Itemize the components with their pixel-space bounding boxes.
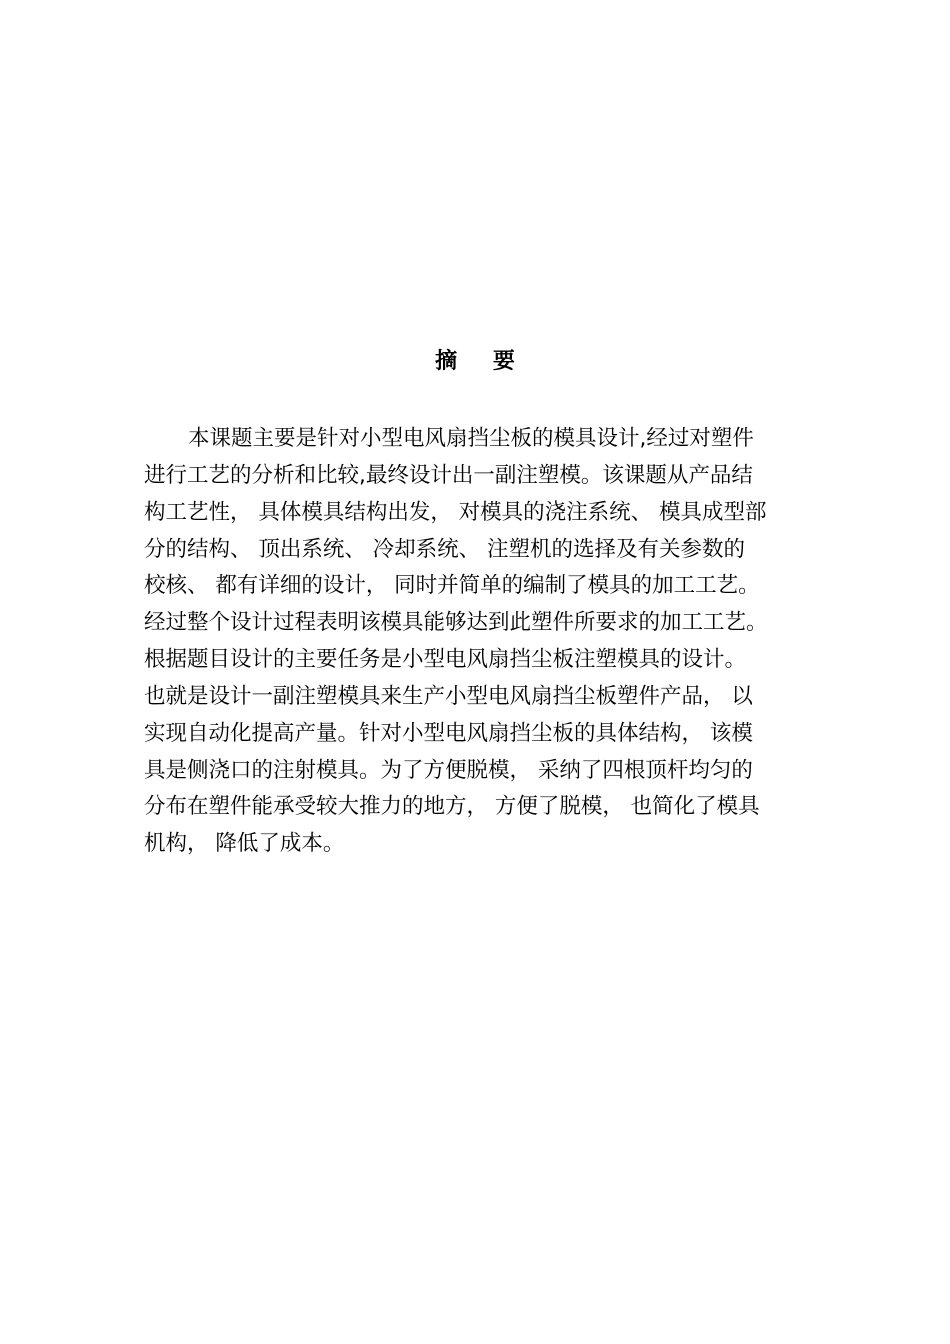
paragraph-line: 构工艺性， 具体模具结构出发， 对模具的浇注系统、 模具成型部 (144, 499, 767, 525)
paragraph-line: 机构， 降低了成本。 (144, 831, 345, 857)
paragraph-line: 也就是设计一副注塑模具来生产小型电风扇挡尘板塑件产品， 以 (144, 683, 753, 709)
abstract-title: 摘 要 (435, 349, 529, 374)
paragraph-line: 分的结构、 顶出系统、 冷却系统、 注塑机的选择及有关参数的 (144, 536, 746, 562)
abstract-body (144, 421, 824, 863)
paragraph-line: 具是侧浇口的注射模具。为了方便脱模， 采纳了四根顶杆均匀的 (144, 757, 753, 783)
paragraph-line: 本课题主要是针对小型电风扇挡尘板的模具设计,经过对塑件 (188, 426, 754, 451)
paragraph-line: 进行工艺的分析和比较,最终设计出一副注塑模。该课题从产品结 (144, 462, 753, 488)
paragraph-line: 实现自动化提高产量。针对小型电风扇挡尘板的具体结构， 该模 (144, 720, 753, 746)
paragraph-line: 校核、 都有详细的设计， 同时并简单的编制了模具的加工工艺。 (144, 573, 760, 599)
paragraph-line: 根据题目设计的主要任务是小型电风扇挡尘板注塑模具的设计。 (144, 647, 747, 673)
paragraph-line: 分布在塑件能承受较大推力的地方， 方便了脱模， 也简化了模具 (144, 794, 760, 820)
paragraph-line: 经过整个设计过程表明该模具能够达到此塑件所要求的加工工艺。 (144, 610, 768, 636)
